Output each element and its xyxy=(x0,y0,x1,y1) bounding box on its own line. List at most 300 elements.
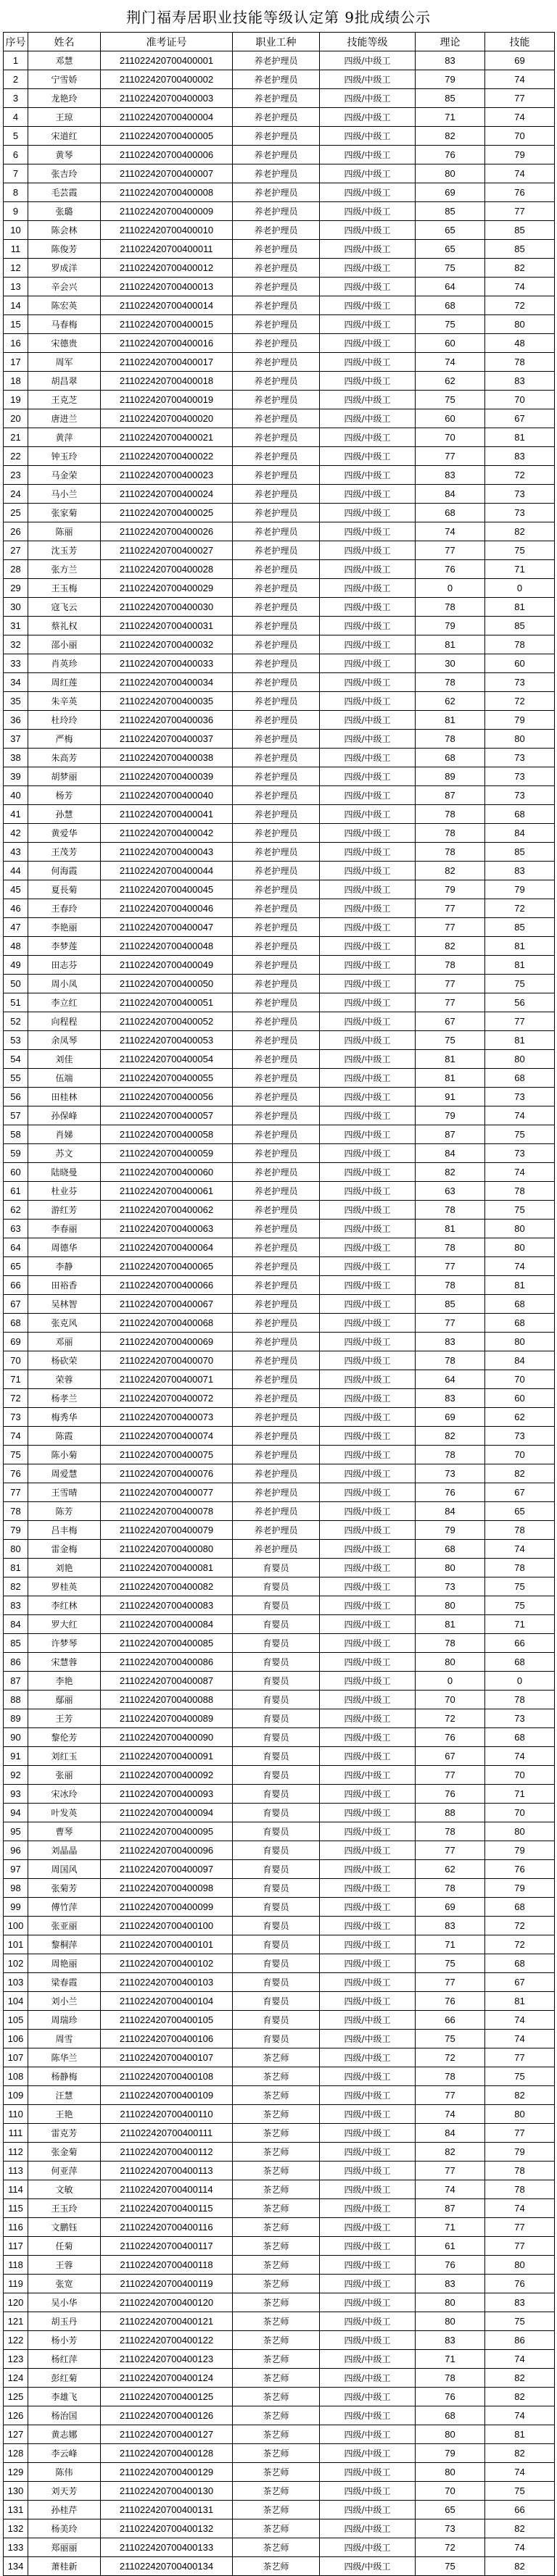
cell-skill-score: 68 xyxy=(485,1653,555,1672)
cell-index: 18 xyxy=(4,372,28,391)
cell-skill-level: 四级/中级工 xyxy=(320,240,416,259)
cell-skill-level: 四级/中级工 xyxy=(320,692,416,711)
table-row xyxy=(4,466,555,485)
cell-name: 伍端 xyxy=(28,1069,101,1088)
cell-index: 65 xyxy=(4,1257,28,1276)
cell-name: 何海霞 xyxy=(28,862,101,880)
cell-theory-score: 84 xyxy=(416,485,485,504)
cell-skill-score: 85 xyxy=(485,617,555,635)
cell-skill-level: 四级/中级工 xyxy=(320,2406,416,2425)
cell-skill-score: 68 xyxy=(485,1728,555,1747)
cell-skill-score: 73 xyxy=(485,673,555,692)
cell-index: 28 xyxy=(4,560,28,579)
cell-exam-number: 211022420700400026 xyxy=(101,522,233,541)
cell-exam-number: 211022420700400132 xyxy=(101,2519,233,2538)
cell-occupation: 养老护理员 xyxy=(233,918,320,937)
cell-exam-number: 211022420700400108 xyxy=(101,2067,233,2086)
cell-occupation: 茶艺师 xyxy=(233,2048,320,2067)
cell-exam-number: 211022420700400122 xyxy=(101,2331,233,2350)
table-row xyxy=(4,956,555,975)
cell-name: 陈霞 xyxy=(28,1427,101,1446)
cell-exam-number: 211022420700400031 xyxy=(101,617,233,635)
table-row xyxy=(4,1691,555,1709)
cell-exam-number: 211022420700400134 xyxy=(101,2557,233,2576)
cell-occupation: 养老护理员 xyxy=(233,1276,320,1295)
cell-name: 宋冰玲 xyxy=(28,1785,101,1804)
cell-skill-level: 四级/中级工 xyxy=(320,805,416,824)
cell-name: 周瑞珍 xyxy=(28,2011,101,2030)
table-row xyxy=(4,278,555,296)
cell-exam-number: 211022420700400082 xyxy=(101,1577,233,1596)
cell-exam-number: 211022420700400065 xyxy=(101,1257,233,1276)
cell-theory-score: 75 xyxy=(416,259,485,278)
cell-theory-score: 79 xyxy=(416,1521,485,1540)
cell-theory-score: 74 xyxy=(416,353,485,372)
table-row xyxy=(4,1031,555,1050)
cell-skill-level: 四级/中级工 xyxy=(320,391,416,409)
cell-index: 120 xyxy=(4,2293,28,2312)
cell-name: 余凤琴 xyxy=(28,1031,101,1050)
cell-theory-score: 74 xyxy=(416,2180,485,2199)
cell-skill-score: 67 xyxy=(485,1973,555,1992)
cell-name: 周爱慧 xyxy=(28,1464,101,1483)
cell-theory-score: 77 xyxy=(416,899,485,918)
table-row xyxy=(4,1841,555,1860)
cell-theory-score: 71 xyxy=(416,2218,485,2237)
cell-occupation: 养老护理员 xyxy=(233,1144,320,1163)
cell-skill-score: 75 xyxy=(485,1201,555,1220)
cell-exam-number: 211022420700400022 xyxy=(101,447,233,466)
cell-index: 132 xyxy=(4,2519,28,2538)
cell-occupation: 养老护理员 xyxy=(233,579,320,598)
table-row xyxy=(4,2218,555,2237)
cell-exam-number: 211022420700400040 xyxy=(101,786,233,805)
cell-occupation: 茶艺师 xyxy=(233,2086,320,2105)
cell-skill-score: 77 xyxy=(485,2237,555,2256)
cell-exam-number: 211022420700400096 xyxy=(101,1841,233,1860)
cell-index: 121 xyxy=(4,2312,28,2331)
cell-exam-number: 211022420700400131 xyxy=(101,2501,233,2519)
cell-skill-score: 75 xyxy=(485,2312,555,2331)
cell-exam-number: 211022420700400047 xyxy=(101,918,233,937)
cell-skill-level: 四级/中级工 xyxy=(320,1502,416,1521)
cell-name: 宁雪娇 xyxy=(28,70,101,89)
cell-theory-score: 76 xyxy=(416,2388,485,2406)
table-row xyxy=(4,202,555,221)
cell-theory-score: 82 xyxy=(416,1163,485,1182)
cell-exam-number: 211022420700400100 xyxy=(101,1917,233,1935)
cell-occupation: 茶艺师 xyxy=(233,2369,320,2388)
cell-theory-score: 83 xyxy=(416,2275,485,2293)
table-row xyxy=(4,2067,555,2086)
cell-occupation: 茶艺师 xyxy=(233,2557,320,2576)
cell-skill-level: 四级/中级工 xyxy=(320,2275,416,2293)
cell-skill-level: 四级/中级工 xyxy=(320,2237,416,2256)
cell-name: 寇飞云 xyxy=(28,598,101,617)
cell-exam-number: 211022420700400008 xyxy=(101,183,233,202)
cell-name: 雷金梅 xyxy=(28,1540,101,1559)
cell-theory-score: 72 xyxy=(416,2538,485,2557)
table-row xyxy=(4,1709,555,1728)
cell-skill-score: 71 xyxy=(485,1785,555,1804)
cell-index: 14 xyxy=(4,296,28,315)
cell-exam-number: 211022420700400090 xyxy=(101,1728,233,1747)
cell-occupation: 茶艺师 xyxy=(233,2388,320,2406)
cell-theory-score: 85 xyxy=(416,1295,485,1314)
cell-theory-score: 76 xyxy=(416,1483,485,1502)
cell-occupation: 育婴员 xyxy=(233,1596,320,1615)
cell-skill-score: 75 xyxy=(485,1125,555,1144)
cell-name: 杨红萍 xyxy=(28,2350,101,2369)
cell-exam-number: 211022420700400020 xyxy=(101,409,233,428)
cell-exam-number: 211022420700400114 xyxy=(101,2180,233,2199)
table-row xyxy=(4,598,555,617)
cell-skill-score: 75 xyxy=(485,1596,555,1615)
cell-name: 张宽 xyxy=(28,2275,101,2293)
cell-name: 汪慧 xyxy=(28,2086,101,2105)
cell-skill-level: 四级/中级工 xyxy=(320,1257,416,1276)
cell-theory-score: 81 xyxy=(416,1615,485,1634)
cell-exam-number: 211022420700400094 xyxy=(101,1804,233,1822)
cell-occupation: 养老护理员 xyxy=(233,956,320,975)
cell-theory-score: 78 xyxy=(416,1201,485,1220)
cell-name: 蔡礼权 xyxy=(28,617,101,635)
cell-name: 田裕香 xyxy=(28,1276,101,1295)
table-row xyxy=(4,937,555,956)
cell-skill-level: 四级/中级工 xyxy=(320,1540,416,1559)
cell-name: 唐进兰 xyxy=(28,409,101,428)
cell-theory-score: 80 xyxy=(416,2293,485,2312)
cell-skill-level: 四级/中级工 xyxy=(320,2519,416,2538)
cell-theory-score: 85 xyxy=(416,89,485,108)
table-row xyxy=(4,2482,555,2501)
cell-index: 10 xyxy=(4,221,28,240)
cell-theory-score: 78 xyxy=(416,1446,485,1464)
cell-index: 33 xyxy=(4,654,28,673)
cell-name: 刘佳 xyxy=(28,1050,101,1069)
cell-theory-score: 84 xyxy=(416,1144,485,1163)
cell-occupation: 养老护理员 xyxy=(233,89,320,108)
cell-skill-level: 四级/中级工 xyxy=(320,1973,416,1992)
cell-skill-score: 74 xyxy=(485,2011,555,2030)
cell-index: 26 xyxy=(4,522,28,541)
table-row xyxy=(4,1446,555,1464)
cell-skill-score: 74 xyxy=(485,1106,555,1125)
table-row xyxy=(4,730,555,749)
cell-occupation: 养老护理员 xyxy=(233,1069,320,1088)
cell-occupation: 育婴员 xyxy=(233,1728,320,1747)
cell-theory-score: 88 xyxy=(416,1804,485,1822)
cell-theory-score: 80 xyxy=(416,2425,485,2444)
cell-index: 125 xyxy=(4,2388,28,2406)
cell-name: 周德华 xyxy=(28,1238,101,1257)
cell-index: 37 xyxy=(4,730,28,749)
cell-name: 毛芸霞 xyxy=(28,183,101,202)
cell-skill-score: 77 xyxy=(485,2048,555,2067)
cell-name: 刘红玉 xyxy=(28,1747,101,1766)
cell-theory-score: 73 xyxy=(416,1464,485,1483)
table-row xyxy=(4,127,555,146)
cell-name: 罗桂英 xyxy=(28,1577,101,1596)
cell-skill-level: 四级/中级工 xyxy=(320,579,416,598)
cell-occupation: 养老护理员 xyxy=(233,447,320,466)
cell-name: 王蓉 xyxy=(28,2256,101,2275)
cell-name: 罗大红 xyxy=(28,1615,101,1634)
table-row xyxy=(4,2501,555,2519)
cell-skill-score: 82 xyxy=(485,1464,555,1483)
cell-index: 61 xyxy=(4,1182,28,1201)
cell-occupation: 茶艺师 xyxy=(233,2293,320,2312)
cell-occupation: 茶艺师 xyxy=(233,2425,320,2444)
cell-index: 31 xyxy=(4,617,28,635)
cell-exam-number: 211022420700400034 xyxy=(101,673,233,692)
cell-skill-level: 四级/中级工 xyxy=(320,2369,416,2388)
table-row xyxy=(4,240,555,259)
cell-occupation: 养老护理员 xyxy=(233,1427,320,1446)
table-row xyxy=(4,70,555,89)
cell-exam-number: 211022420700400107 xyxy=(101,2048,233,2067)
table-row xyxy=(4,108,555,127)
table-row xyxy=(4,2011,555,2030)
cell-skill-level: 四级/中级工 xyxy=(320,1879,416,1898)
cell-skill-level: 四级/中级工 xyxy=(320,1370,416,1389)
cell-occupation: 养老护理员 xyxy=(233,786,320,805)
cell-occupation: 育婴员 xyxy=(233,1804,320,1822)
cell-skill-score: 72 xyxy=(485,899,555,918)
cell-skill-score: 79 xyxy=(485,146,555,164)
cell-skill-score: 75 xyxy=(485,2067,555,2086)
table-row xyxy=(4,975,555,993)
cell-occupation: 养老护理员 xyxy=(233,880,320,899)
table-row xyxy=(4,1653,555,1672)
cell-index: 46 xyxy=(4,899,28,918)
cell-skill-score: 71 xyxy=(485,1615,555,1634)
cell-name: 邓丽 xyxy=(28,1333,101,1351)
cell-theory-score: 71 xyxy=(416,108,485,127)
table-row xyxy=(4,1182,555,1201)
cell-name: 周军 xyxy=(28,353,101,372)
cell-exam-number: 211022420700400124 xyxy=(101,2369,233,2388)
cell-occupation: 育婴员 xyxy=(233,1672,320,1691)
cell-theory-score: 65 xyxy=(416,2501,485,2519)
cell-name: 李静 xyxy=(28,1257,101,1276)
cell-name: 马春梅 xyxy=(28,315,101,334)
cell-theory-score: 62 xyxy=(416,692,485,711)
cell-skill-level: 四级/中级工 xyxy=(320,522,416,541)
cell-skill-score: 73 xyxy=(485,1709,555,1728)
cell-index: 70 xyxy=(4,1351,28,1370)
header-skill-score: 技能 xyxy=(485,33,555,51)
cell-name: 萧桂新 xyxy=(28,2557,101,2576)
cell-name: 游红芳 xyxy=(28,1201,101,1220)
cell-exam-number: 211022420700400111 xyxy=(101,2124,233,2143)
cell-theory-score: 69 xyxy=(416,1408,485,1427)
cell-exam-number: 211022420700400064 xyxy=(101,1238,233,1257)
table-row xyxy=(4,711,555,730)
cell-name: 荣蓉 xyxy=(28,1370,101,1389)
cell-skill-score: 79 xyxy=(485,1841,555,1860)
cell-theory-score: 87 xyxy=(416,786,485,805)
table-row xyxy=(4,391,555,409)
cell-occupation: 养老护理员 xyxy=(233,1295,320,1314)
cell-exam-number: 211022420700400128 xyxy=(101,2444,233,2463)
cell-index: 69 xyxy=(4,1333,28,1351)
cell-skill-level: 四级/中级工 xyxy=(320,1012,416,1031)
cell-skill-score: 80 xyxy=(485,1220,555,1238)
cell-name: 张克风 xyxy=(28,1314,101,1333)
table-row xyxy=(4,89,555,108)
cell-theory-score: 81 xyxy=(416,1050,485,1069)
cell-index: 73 xyxy=(4,1408,28,1427)
table-row xyxy=(4,2256,555,2275)
cell-skill-score: 78 xyxy=(485,1559,555,1577)
cell-index: 57 xyxy=(4,1106,28,1125)
cell-index: 124 xyxy=(4,2369,28,2388)
cell-name: 李雄飞 xyxy=(28,2388,101,2406)
cell-exam-number: 211022420700400072 xyxy=(101,1389,233,1408)
cell-theory-score: 71 xyxy=(416,2350,485,2369)
table-row xyxy=(4,447,555,466)
cell-name: 朱辛英 xyxy=(28,692,101,711)
cell-skill-level: 四级/中级工 xyxy=(320,2312,416,2331)
table-row xyxy=(4,1389,555,1408)
cell-skill-score: 74 xyxy=(485,2463,555,2482)
cell-occupation: 养老护理员 xyxy=(233,975,320,993)
cell-theory-score: 63 xyxy=(416,1182,485,1201)
cell-skill-score: 82 xyxy=(485,2557,555,2576)
cell-theory-score: 77 xyxy=(416,1973,485,1992)
cell-skill-score: 82 xyxy=(485,2519,555,2538)
cell-name: 郑丽丽 xyxy=(28,2538,101,2557)
cell-exam-number: 211022420700400112 xyxy=(101,2143,233,2162)
cell-skill-score: 80 xyxy=(485,1333,555,1351)
cell-index: 83 xyxy=(4,1596,28,1615)
cell-theory-score: 78 xyxy=(416,843,485,862)
cell-skill-level: 四级/中级工 xyxy=(320,1314,416,1333)
cell-skill-score: 70 xyxy=(485,1766,555,1785)
cell-skill-level: 四级/中级工 xyxy=(320,2482,416,2501)
table-row xyxy=(4,2105,555,2124)
table-row xyxy=(4,1747,555,1766)
cell-skill-level: 四级/中级工 xyxy=(320,1709,416,1728)
cell-skill-level: 四级/中级工 xyxy=(320,711,416,730)
cell-skill-level: 四级/中级工 xyxy=(320,1917,416,1935)
cell-occupation: 养老护理员 xyxy=(233,70,320,89)
cell-skill-level: 四级/中级工 xyxy=(320,1634,416,1653)
cell-index: 40 xyxy=(4,786,28,805)
table-row xyxy=(4,1201,555,1220)
cell-exam-number: 211022420700400104 xyxy=(101,1992,233,2011)
cell-theory-score: 76 xyxy=(416,560,485,579)
cell-exam-number: 211022420700400118 xyxy=(101,2256,233,2275)
cell-theory-score: 76 xyxy=(416,2256,485,2275)
cell-skill-level: 四级/中级工 xyxy=(320,2331,416,2350)
cell-theory-score: 75 xyxy=(416,2557,485,2576)
cell-occupation: 育婴员 xyxy=(233,1559,320,1577)
cell-index: 34 xyxy=(4,673,28,692)
cell-occupation: 养老护理员 xyxy=(233,1351,320,1370)
cell-occupation: 茶艺师 xyxy=(233,2180,320,2199)
cell-theory-score: 68 xyxy=(416,296,485,315)
table-row xyxy=(4,1144,555,1163)
cell-skill-level: 四级/中级工 xyxy=(320,1069,416,1088)
cell-exam-number: 211022420700400105 xyxy=(101,2011,233,2030)
cell-name: 陈丽 xyxy=(28,522,101,541)
table-row xyxy=(4,2124,555,2143)
table-row xyxy=(4,485,555,504)
cell-skill-level: 四级/中级工 xyxy=(320,1427,416,1446)
cell-skill-score: 72 xyxy=(485,466,555,485)
cell-skill-score: 84 xyxy=(485,1351,555,1370)
cell-exam-number: 211022420700400120 xyxy=(101,2293,233,2312)
cell-skill-level: 四级/中级工 xyxy=(320,1201,416,1220)
cell-index: 93 xyxy=(4,1785,28,1804)
cell-exam-number: 211022420700400029 xyxy=(101,579,233,598)
cell-skill-level: 四级/中级工 xyxy=(320,560,416,579)
cell-exam-number: 211022420700400054 xyxy=(101,1050,233,1069)
cell-name: 邵小丽 xyxy=(28,635,101,654)
cell-index: 133 xyxy=(4,2538,28,2557)
cell-exam-number: 211022420700400062 xyxy=(101,1201,233,1220)
cell-occupation: 养老护理员 xyxy=(233,334,320,353)
cell-occupation: 养老护理员 xyxy=(233,221,320,240)
table-row xyxy=(4,1238,555,1257)
cell-skill-level: 四级/中级工 xyxy=(320,2105,416,2124)
cell-theory-score: 67 xyxy=(416,1012,485,1031)
cell-index: 60 xyxy=(4,1163,28,1182)
cell-skill-score: 73 xyxy=(485,786,555,805)
table-row xyxy=(4,918,555,937)
cell-skill-score: 83 xyxy=(485,862,555,880)
cell-exam-number: 211022420700400121 xyxy=(101,2312,233,2331)
header-theory-score: 理论 xyxy=(416,33,485,51)
cell-theory-score: 30 xyxy=(416,654,485,673)
cell-name: 王雪晴 xyxy=(28,1483,101,1502)
cell-exam-number: 211022420700400130 xyxy=(101,2482,233,2501)
cell-occupation: 养老护理员 xyxy=(233,164,320,183)
cell-exam-number: 211022420700400079 xyxy=(101,1521,233,1540)
table-row xyxy=(4,1577,555,1596)
cell-name: 黄志娜 xyxy=(28,2425,101,2444)
cell-skill-score: 73 xyxy=(485,504,555,522)
cell-name: 何亚萍 xyxy=(28,2162,101,2180)
cell-exam-number: 211022420700400048 xyxy=(101,937,233,956)
cell-name: 王芳 xyxy=(28,1709,101,1728)
table-row xyxy=(4,183,555,202)
cell-exam-number: 211022420700400069 xyxy=(101,1333,233,1351)
cell-theory-score: 80 xyxy=(416,1596,485,1615)
cell-occupation: 养老护理员 xyxy=(233,1238,320,1257)
cell-occupation: 育婴员 xyxy=(233,1615,320,1634)
cell-name: 孙保峰 xyxy=(28,1106,101,1125)
cell-exam-number: 211022420700400119 xyxy=(101,2275,233,2293)
cell-skill-score: 72 xyxy=(485,1935,555,1954)
cell-theory-score: 87 xyxy=(416,1125,485,1144)
cell-theory-score: 62 xyxy=(416,372,485,391)
cell-name: 宋慧蓉 xyxy=(28,1653,101,1672)
cell-name: 黄琴 xyxy=(28,146,101,164)
cell-name: 胡梦丽 xyxy=(28,767,101,786)
cell-skill-level: 四级/中级工 xyxy=(320,767,416,786)
table-row xyxy=(4,259,555,278)
cell-name: 张菊芳 xyxy=(28,1879,101,1898)
cell-skill-level: 四级/中级工 xyxy=(320,2180,416,2199)
cell-skill-level: 四级/中级工 xyxy=(320,1483,416,1502)
cell-theory-score: 80 xyxy=(416,1653,485,1672)
cell-skill-score: 77 xyxy=(485,2124,555,2143)
cell-name: 陆晓曼 xyxy=(28,1163,101,1182)
table-row xyxy=(4,1314,555,1333)
